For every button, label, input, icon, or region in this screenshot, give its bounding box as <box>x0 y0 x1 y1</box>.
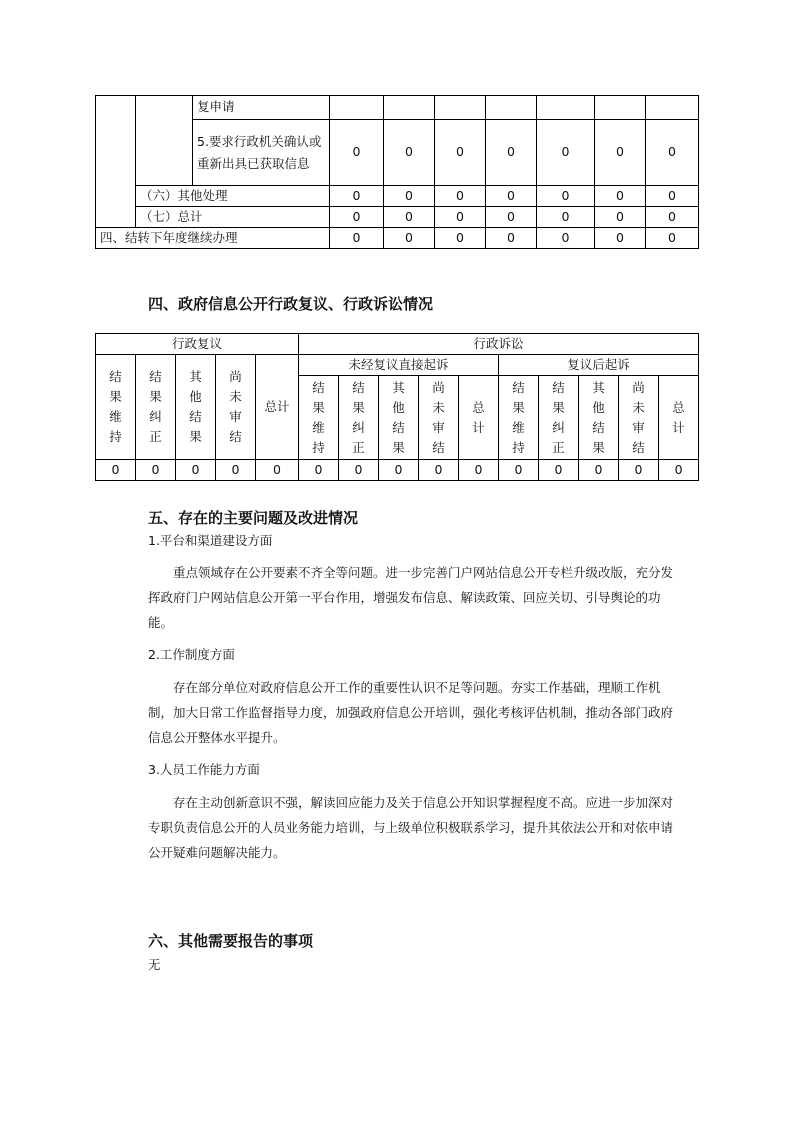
column-header: 其 他 结 果 <box>176 355 216 460</box>
cell: 0 <box>330 207 384 228</box>
column-header: 结 果 维 持 <box>96 355 136 460</box>
cell: 0 <box>330 120 384 186</box>
group-header: 行政复议 <box>96 334 299 355</box>
table-header-row <box>96 355 699 376</box>
cell <box>435 96 486 120</box>
column-header: 总 计 <box>459 376 499 460</box>
cell: 0 <box>537 228 595 249</box>
cell: 0 <box>486 228 537 249</box>
cell: 0 <box>537 207 595 228</box>
column-header: 结 果 维 持 <box>499 376 539 460</box>
cell: 0 <box>619 460 659 481</box>
cell <box>595 96 646 120</box>
cell: 0 <box>646 207 699 228</box>
cell: 0 <box>384 186 435 207</box>
cell <box>330 96 384 120</box>
cell: 0 <box>646 186 699 207</box>
cell: 0 <box>384 120 435 186</box>
cell: 0 <box>176 460 216 481</box>
cell: 0 <box>339 460 379 481</box>
column-header: 结 果 维 持 <box>299 376 339 460</box>
table-header-row <box>96 334 699 355</box>
column-header: 总 计 <box>659 376 699 460</box>
sub-group-header: 未经复议直接起诉 <box>299 355 499 376</box>
group-header: 行政诉讼 <box>299 334 699 355</box>
cell: 0 <box>537 120 595 186</box>
item-title: 3.人员工作能力方面 <box>148 762 260 777</box>
column-header: 其 他 结 果 <box>579 376 619 460</box>
cell: 0 <box>96 460 136 481</box>
cell: 0 <box>435 228 486 249</box>
row-label: （六）其他处理 <box>136 186 330 207</box>
cell: 0 <box>330 228 384 249</box>
cell: 0 <box>435 207 486 228</box>
cell: 0 <box>379 460 419 481</box>
item-paragraph: 重点领域存在公开要素不齐全等问题。进一步完善门户网站信息公开专栏升级改版，充分发挥政府门户网站信息公开第一平台作用，增强发布信息、解读政策、回应关切、引导舆论的功能。 <box>148 565 674 630</box>
cell: 0 <box>299 460 339 481</box>
continuation-table <box>95 95 699 249</box>
cell: 0 <box>330 186 384 207</box>
row-label: 四、结转下年度继续办理 <box>96 228 330 249</box>
cell: 0 <box>419 460 459 481</box>
merged-cell <box>136 96 193 186</box>
cell: 0 <box>539 460 579 481</box>
column-header: 尚 未 审 结 <box>216 355 256 460</box>
cell: 0 <box>595 186 646 207</box>
column-header: 尚 未 审 结 <box>619 376 659 460</box>
cell <box>646 96 699 120</box>
section-heading: 五、存在的主要问题及改进情况 <box>148 509 359 527</box>
cell: 0 <box>384 228 435 249</box>
column-header: 尚 未 审 结 <box>419 376 459 460</box>
cell: 0 <box>499 460 539 481</box>
review-litigation-table <box>95 333 699 481</box>
table-row <box>96 96 699 120</box>
section-heading: 四、政府信息公开行政复议、行政诉讼情况 <box>148 295 434 313</box>
section-body: 无 <box>148 957 161 972</box>
cell <box>537 96 595 120</box>
cell: 0 <box>486 120 537 186</box>
cell: 0 <box>486 207 537 228</box>
column-header: 结 果 纠 正 <box>339 376 379 460</box>
merged-cell <box>96 96 136 228</box>
item-title: 2.工作制度方面 <box>148 647 235 662</box>
table-row <box>96 228 699 249</box>
table-row <box>96 186 699 207</box>
cell: 0 <box>646 120 699 186</box>
row-label: （七）总计 <box>136 207 330 228</box>
column-header: 其 他 结 果 <box>379 376 419 460</box>
column-header: 结 果 纠 正 <box>136 355 176 460</box>
cell: 0 <box>384 207 435 228</box>
cell: 0 <box>435 186 486 207</box>
cell: 0 <box>537 186 595 207</box>
row-label: 5.要求行政机关确认或重新出具已获取信息 <box>193 120 330 186</box>
item-paragraph: 存在部分单位对政府信息公开工作的重要性认识不足等问题。夯实工作基础，理顺工作机制，加大日常工作监督指导力度，加强政府信息公开培训，强化考核评估机制，推动各部门政府信息公开整体水平提升。 <box>148 680 674 745</box>
table-row <box>96 460 699 481</box>
sub-group-header: 复议后起诉 <box>499 355 699 376</box>
cell: 0 <box>216 460 256 481</box>
item-title: 1.平台和渠道建设方面 <box>148 533 273 548</box>
cell: 0 <box>486 186 537 207</box>
column-header: 总计 <box>256 355 299 460</box>
table-row <box>96 207 699 228</box>
section-heading: 六、其他需要报告的事项 <box>148 932 314 950</box>
cell: 0 <box>136 460 176 481</box>
cell: 0 <box>256 460 299 481</box>
item-paragraph: 存在主动创新意识不强，解读回应能力及关于信息公开知识掌握程度不高。应进一步加深对专职负责信息公开的人员业务能力培训，与上级单位积极联系学习，提升其依法公开和对依申请公开疑难问题解决能力。 <box>148 795 674 860</box>
cell: 0 <box>646 228 699 249</box>
column-header: 结 果 纠 正 <box>539 376 579 460</box>
cell: 0 <box>595 207 646 228</box>
cell: 0 <box>595 120 646 186</box>
cell: 0 <box>579 460 619 481</box>
cell <box>384 96 435 120</box>
row-label: 复申请 <box>193 96 330 120</box>
cell: 0 <box>435 120 486 186</box>
cell: 0 <box>595 228 646 249</box>
cell <box>486 96 537 120</box>
cell: 0 <box>659 460 699 481</box>
cell: 0 <box>459 460 499 481</box>
